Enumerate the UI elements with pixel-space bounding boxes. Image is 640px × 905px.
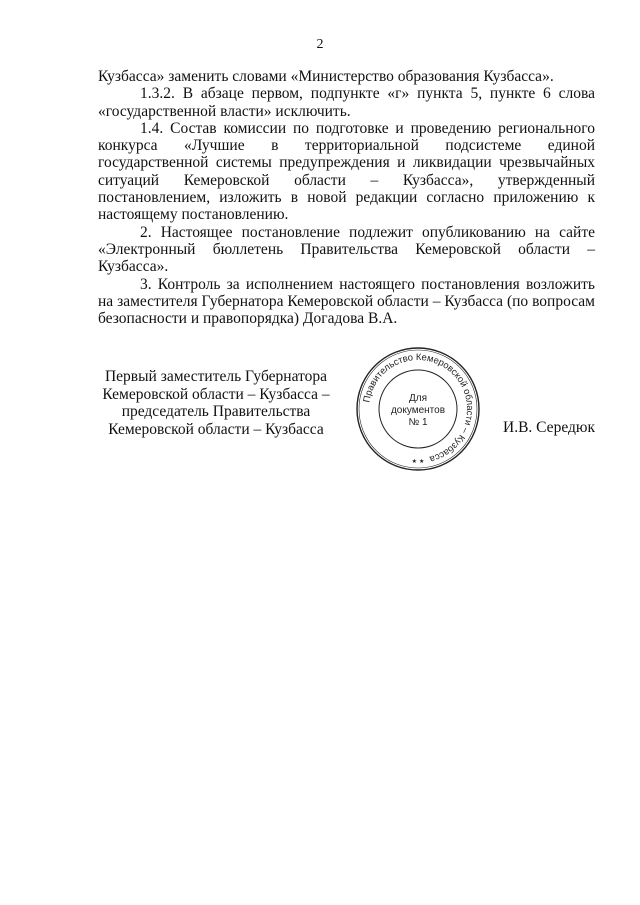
document-body: [98, 68, 595, 327]
page-number: 2: [316, 37, 324, 52]
signer-position: [96, 368, 336, 438]
paragraph-continuation: Кузбасса» заменить словами «Министерство образования Кузбасса».: [98, 68, 554, 85]
signer-position-line: Кемеровской области – Кузбасса: [108, 420, 324, 438]
seal-center-text: Для: [408, 393, 428, 404]
seal-center-text: документов: [390, 405, 446, 416]
paragraph-1-3-2: 1.3.2. В абзаце первом, подпункте «г» пункта 5, пункте 6 слова «государственной власти» исключить.: [98, 85, 595, 120]
paragraph-1-4: 1.4. Состав комиссии по подготовке и проведению регионального конкурса «Лучшие в территориальной подсистеме единой государственной системы предупреждения и ликвидации чрезвычайных ситуаций Кемеровской области – Кузбасса», утвержденный постановлением, изложить в новой редакции согласно приложению к настоящему постановлению.: [98, 119, 595, 224]
signer-position-line: Кемеровской области – Кузбасса –: [102, 385, 330, 403]
seal-ring-text: Правительство Кемеровской области – Кузбасса: [360, 350, 477, 466]
seal-stars: ★ ★: [411, 458, 425, 465]
paragraph-3: 3. Контроль за исполнением настоящего постановления возложить на заместителя Губернатора Кемеровской области – Кузбасса (по вопросам безопасности и правопорядка) Догадова В.А.: [98, 275, 595, 328]
signer-position-line: председатель Правительства: [121, 403, 311, 420]
paragraph-2: 2. Настоящее постановление подлежит опубликованию на сайте «Электронный бюллетень Правительства Кемеровской области – Кузбасса».: [98, 223, 595, 276]
seal-graphic: [355, 346, 481, 472]
signer-position-line: Первый заместитель Губернатора: [104, 368, 328, 385]
official-seal-stamp: [355, 346, 481, 472]
signer-name: И.В. Середюк: [503, 419, 595, 436]
seal-center-text: № 1: [408, 417, 428, 428]
